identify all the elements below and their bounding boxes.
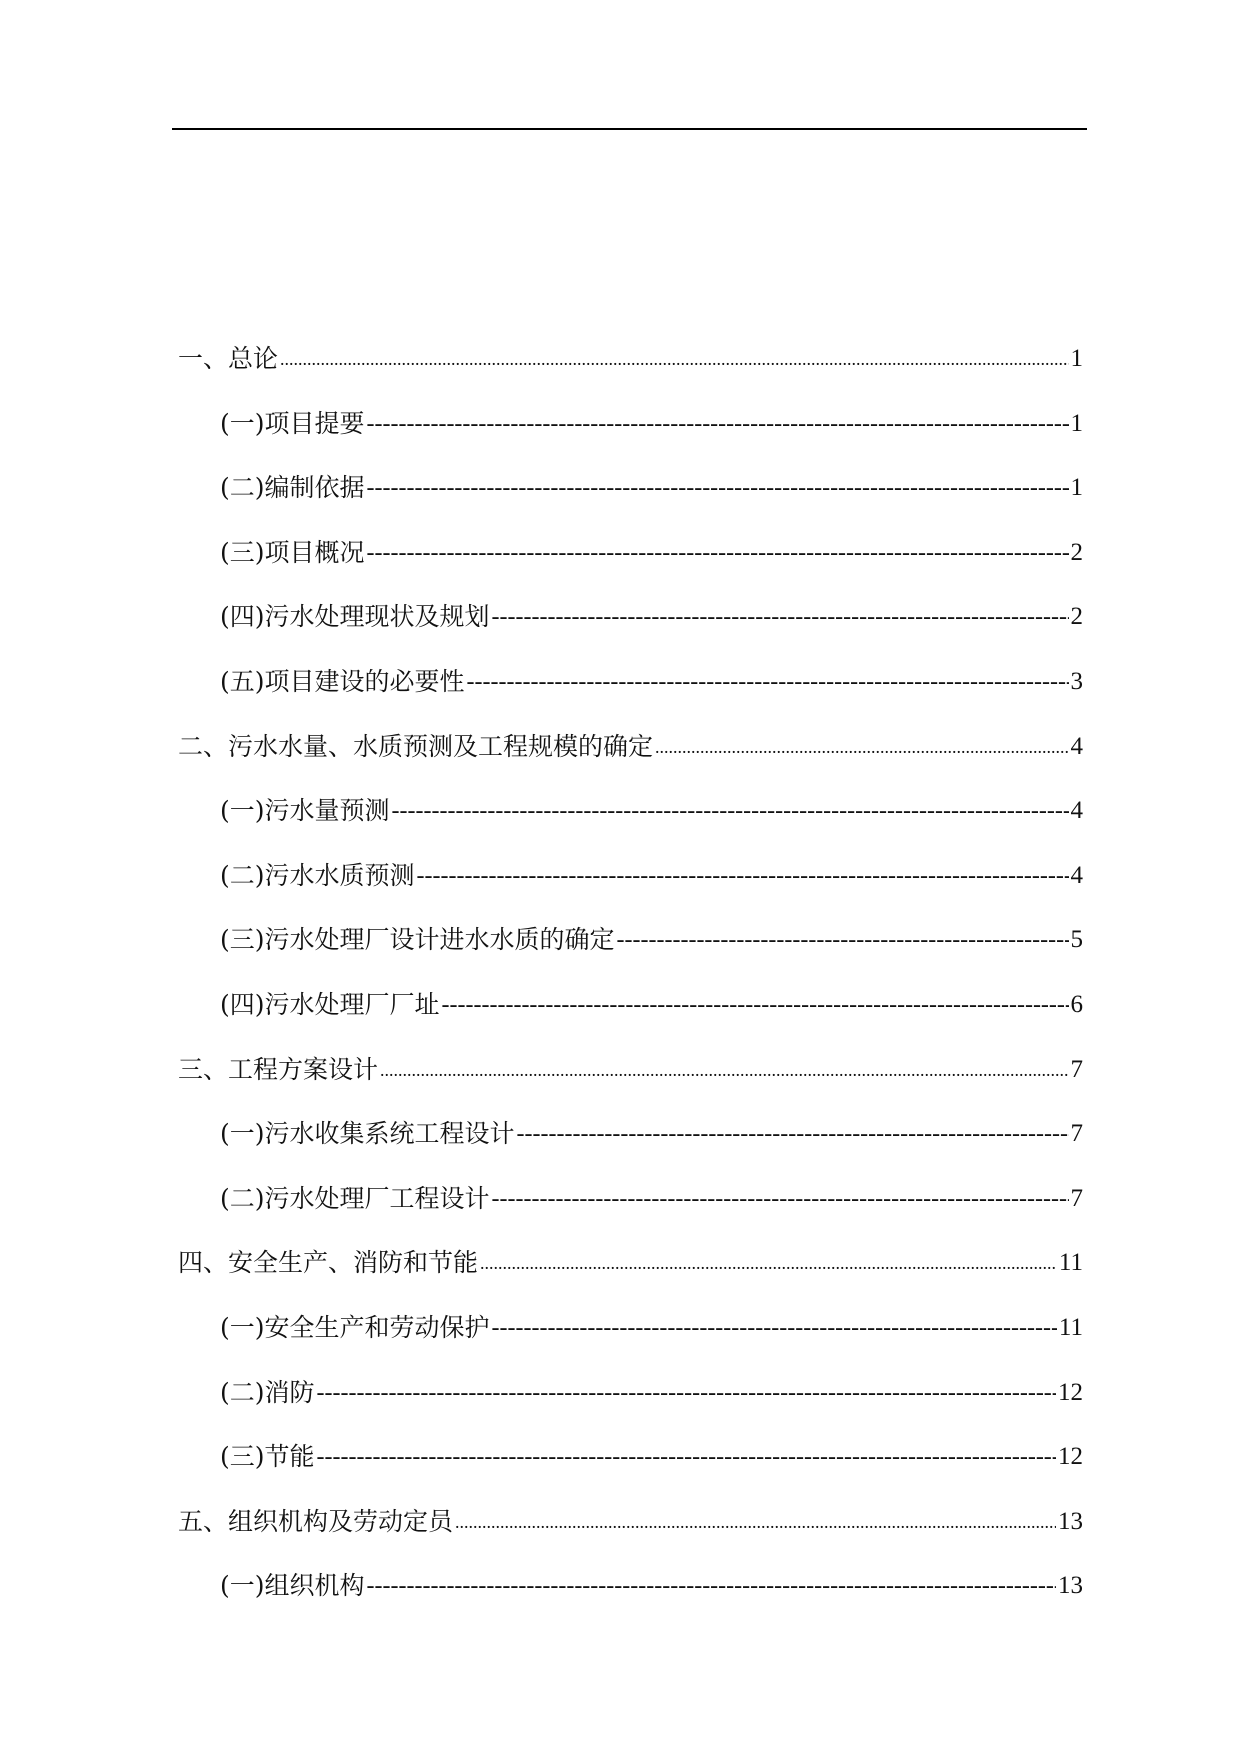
toc-leader (367, 520, 1069, 586)
toc-entry-title: 一、总论 (178, 344, 279, 373)
toc-entry[interactable] (178, 1231, 1083, 1296)
toc-leader (367, 391, 1069, 457)
toc-entry-title: (一)组织机构 (220, 1571, 365, 1601)
toc-leader (317, 1360, 1056, 1426)
toc-entry[interactable] (178, 844, 1083, 909)
toc-entry[interactable] (178, 715, 1083, 780)
toc-entry-title: (一)项目提要 (220, 408, 365, 438)
toc-entry[interactable] (178, 392, 1083, 457)
toc-leader (517, 1101, 1069, 1167)
toc-entry[interactable] (178, 973, 1083, 1038)
toc-entry-title: 三、工程方案设计 (178, 1054, 379, 1084)
toc-entry[interactable] (178, 585, 1083, 650)
toc-leader (617, 907, 1069, 973)
toc-entry[interactable] (178, 1167, 1083, 1232)
toc-leader (417, 843, 1069, 909)
toc-entry-title: (一)污水量预测 (220, 796, 390, 826)
toc-leader (480, 1229, 1057, 1296)
toc-leader (280, 325, 1068, 392)
toc-leader (392, 778, 1069, 844)
header-rule (172, 128, 1087, 130)
toc-entry-title: (二)污水处理厂工程设计 (220, 1183, 490, 1213)
toc-entry[interactable] (178, 1554, 1083, 1619)
toc-leader (655, 713, 1068, 780)
toc-entry[interactable] (178, 779, 1083, 844)
toc-entry-page: 7 (1070, 1120, 1083, 1148)
toc-entry-title: 四、安全生产、消防和节能 (178, 1248, 479, 1278)
toc-leader (367, 1553, 1056, 1619)
toc-entry[interactable] (178, 521, 1083, 586)
toc-entry[interactable] (178, 650, 1083, 715)
toc-entry[interactable] (178, 456, 1083, 521)
toc-entry-page: 5 (1070, 926, 1083, 954)
toc-leader (467, 649, 1069, 715)
toc-entry[interactable] (178, 1102, 1083, 1167)
toc-entry-page: 4 (1070, 797, 1083, 825)
toc-entry[interactable] (178, 1296, 1083, 1361)
toc-entry-title: (三)节能 (220, 1442, 315, 1472)
toc-leader (492, 1295, 1057, 1361)
toc-leader (317, 1424, 1056, 1490)
toc-entry-title: (一)污水收集系统工程设计 (220, 1119, 515, 1149)
toc-entry-page: 7 (1070, 1055, 1083, 1083)
toc-entry[interactable] (178, 1425, 1083, 1490)
toc-leader (367, 455, 1069, 521)
table-of-contents (178, 327, 1083, 1619)
toc-entry-title: (四)污水处理现状及规划 (220, 602, 490, 632)
toc-entry-title: (二)污水水质预测 (220, 860, 415, 890)
toc-entry[interactable] (178, 1038, 1083, 1103)
toc-entry-page: 6 (1070, 990, 1083, 1018)
toc-entry-page: 13 (1058, 1507, 1083, 1535)
toc-leader (492, 1166, 1069, 1232)
toc-entry-page: 1 (1070, 409, 1083, 437)
toc-entry-title: (二)消防 (220, 1377, 315, 1407)
toc-entry-title: (二)编制依据 (220, 473, 365, 503)
toc-entry-page: 7 (1070, 1184, 1083, 1212)
toc-entry-page: 2 (1070, 603, 1083, 631)
toc-entry-title: 二、污水水量、水质预测及工程规模的确定 (178, 731, 654, 761)
toc-entry[interactable] (178, 1361, 1083, 1426)
toc-entry-page: 12 (1058, 1443, 1083, 1471)
toc-entry-page: 13 (1058, 1572, 1083, 1600)
toc-entry[interactable] (178, 908, 1083, 973)
toc-entry-title: (四)污水处理厂厂址 (220, 989, 440, 1019)
toc-leader (442, 972, 1069, 1038)
toc-entry-page: 12 (1058, 1378, 1083, 1406)
toc-entry[interactable] (178, 1490, 1083, 1555)
toc-entry-title: (一)安全生产和劳动保护 (220, 1312, 490, 1342)
toc-entry-page: 3 (1070, 667, 1083, 695)
toc-entry-title: 五、组织机构及劳动定员 (178, 1506, 454, 1536)
toc-entry-page: 1 (1070, 474, 1083, 502)
toc-entry-title: (五)项目建设的必要性 (220, 666, 465, 696)
toc-entry-page: 11 (1058, 1313, 1083, 1341)
toc-entry-page: 11 (1058, 1249, 1083, 1277)
toc-entry[interactable] (178, 327, 1083, 392)
toc-entry-page: 1 (1070, 345, 1083, 372)
toc-entry-title: (三)污水处理厂设计进水水质的确定 (220, 925, 615, 955)
toc-leader (455, 1488, 1056, 1555)
toc-entry-page: 2 (1070, 538, 1083, 566)
toc-entry-page: 4 (1070, 732, 1083, 760)
toc-entry-title: (三)项目概况 (220, 537, 365, 567)
toc-entry-page: 4 (1070, 861, 1083, 889)
toc-leader (380, 1036, 1068, 1103)
toc-leader (492, 584, 1069, 650)
